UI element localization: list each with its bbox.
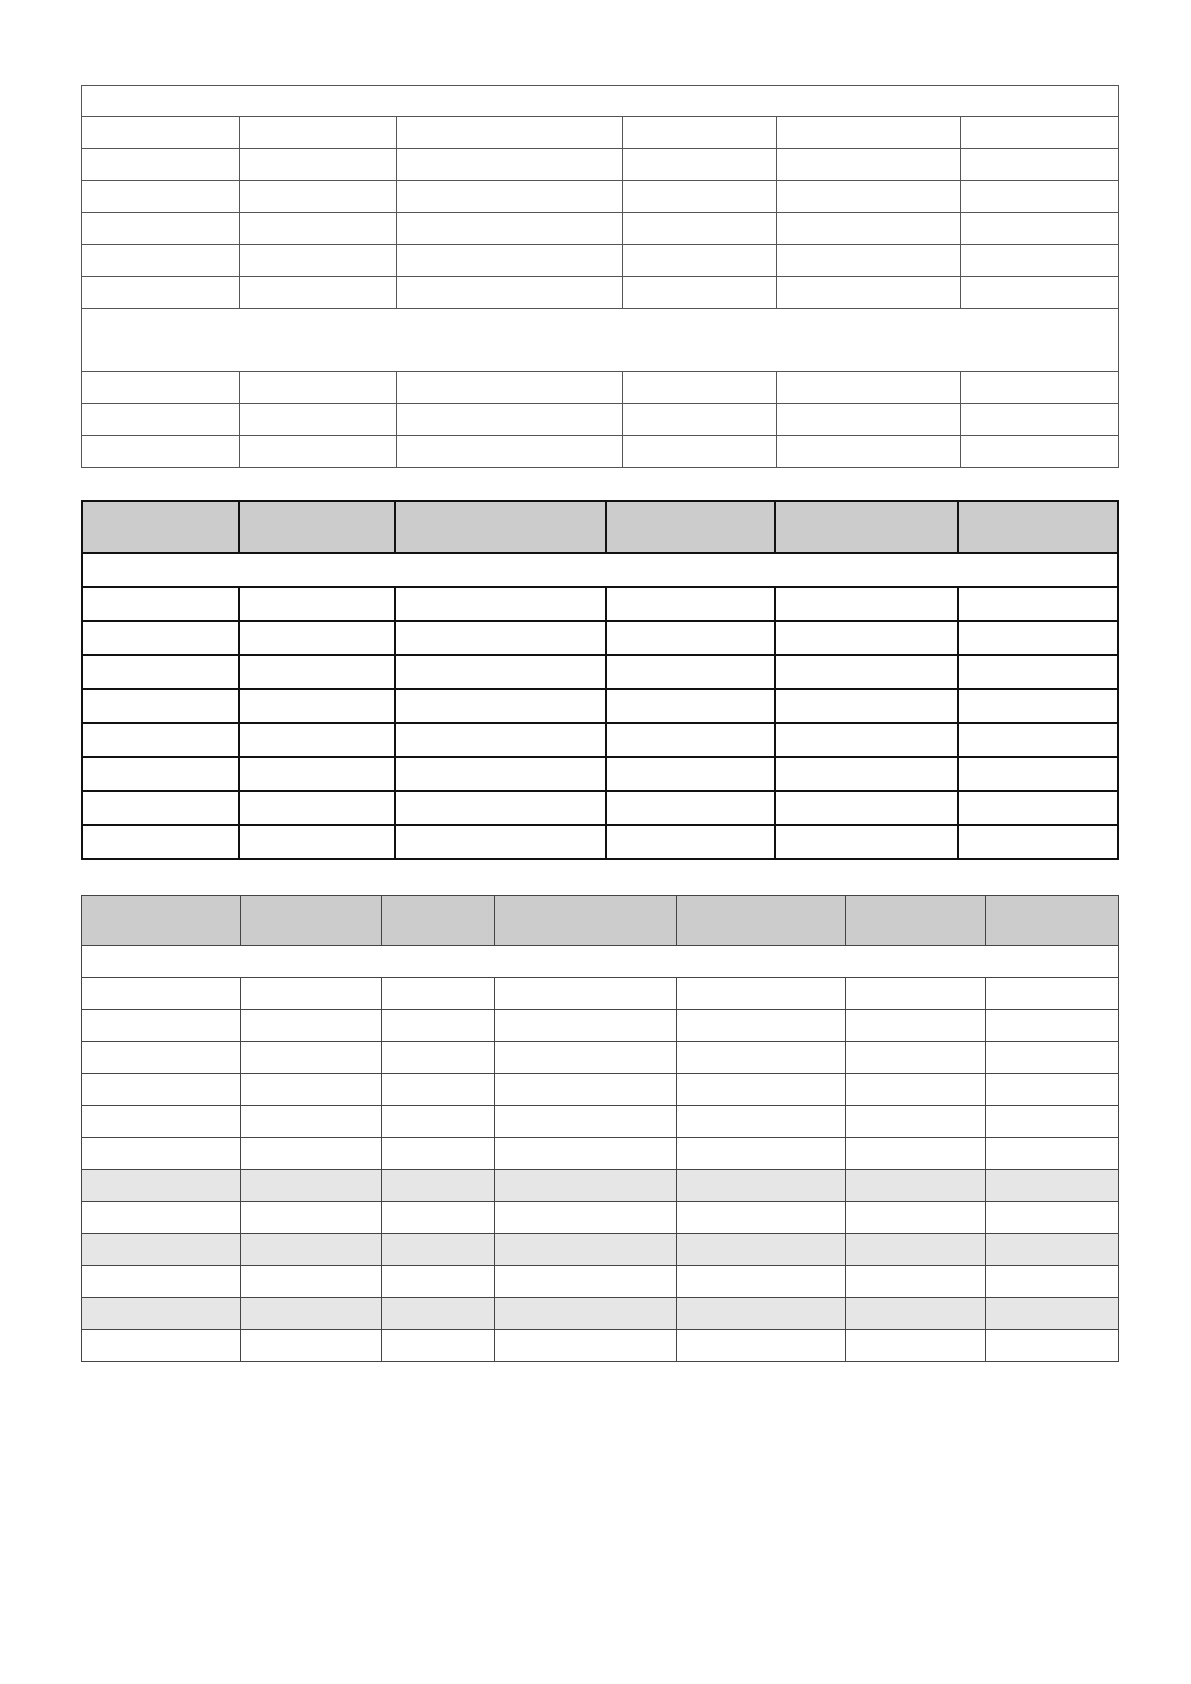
table-cell xyxy=(381,1234,494,1266)
table-cell xyxy=(82,1042,241,1074)
table-row xyxy=(82,1234,1119,1266)
header-cell xyxy=(494,896,677,946)
table-cell xyxy=(240,1170,381,1202)
table-cell xyxy=(776,149,961,181)
table-row xyxy=(82,621,1118,655)
table-cell xyxy=(846,1042,986,1074)
table-cell xyxy=(82,213,240,245)
table-cell xyxy=(240,1138,381,1170)
table-cell xyxy=(240,1010,381,1042)
table-cell xyxy=(961,117,1119,149)
header-cell xyxy=(82,501,239,553)
table-cell xyxy=(776,436,961,468)
table-cell xyxy=(82,1010,241,1042)
table-row xyxy=(82,1170,1119,1202)
table-cell xyxy=(494,1234,677,1266)
table-cell xyxy=(494,1202,677,1234)
table-cell xyxy=(381,1298,494,1330)
table-cell xyxy=(958,825,1118,859)
table-cell xyxy=(846,1010,986,1042)
table-cell xyxy=(82,309,1119,372)
table-cell xyxy=(82,978,241,1010)
header-cell xyxy=(240,896,381,946)
table-cell xyxy=(239,825,394,859)
table-cell xyxy=(494,1298,677,1330)
table-cell xyxy=(986,1202,1119,1234)
table-cell xyxy=(606,757,775,791)
table-3 xyxy=(81,895,1119,1362)
header-cell xyxy=(958,501,1118,553)
table-cell xyxy=(958,655,1118,689)
table-cell xyxy=(82,723,239,757)
table-cell xyxy=(986,1170,1119,1202)
table-cell xyxy=(240,1234,381,1266)
table-row xyxy=(82,1330,1119,1362)
table-cell xyxy=(986,1266,1119,1298)
table-cell xyxy=(239,149,397,181)
table-section-row xyxy=(82,309,1119,372)
table-cell xyxy=(986,1042,1119,1074)
table-cell xyxy=(776,213,961,245)
table-cell xyxy=(986,1138,1119,1170)
table-cell xyxy=(986,978,1119,1010)
table-cell xyxy=(846,1266,986,1298)
table-cell xyxy=(961,372,1119,404)
table-cell xyxy=(82,372,240,404)
table-cell xyxy=(82,245,240,277)
table-cell xyxy=(82,1234,241,1266)
table-section-row xyxy=(82,86,1119,117)
table-cell xyxy=(397,245,623,277)
table-row xyxy=(82,655,1118,689)
table-cell xyxy=(82,791,239,825)
table-cell xyxy=(494,1010,677,1042)
table-cell xyxy=(82,436,240,468)
table-cell xyxy=(846,1298,986,1330)
table-cell xyxy=(239,181,397,213)
table-cell xyxy=(397,149,623,181)
table-cell xyxy=(397,372,623,404)
table-row xyxy=(82,1042,1119,1074)
table-cell xyxy=(623,149,776,181)
table-cell xyxy=(239,436,397,468)
table-cell xyxy=(381,1202,494,1234)
table-row xyxy=(82,1202,1119,1234)
table-header-row xyxy=(82,896,1119,946)
table-cell xyxy=(776,404,961,436)
table-row xyxy=(82,436,1119,468)
table-cell xyxy=(395,825,606,859)
header-cell xyxy=(775,501,958,553)
table-cell xyxy=(494,978,677,1010)
table-cell xyxy=(381,1042,494,1074)
table-header-row xyxy=(82,501,1118,553)
table-cell xyxy=(958,621,1118,655)
table-cell xyxy=(381,1138,494,1170)
table-cell xyxy=(677,1010,846,1042)
table-cell xyxy=(846,1138,986,1170)
table-cell xyxy=(395,655,606,689)
table-cell xyxy=(677,978,846,1010)
table-row xyxy=(82,689,1118,723)
table-1 xyxy=(81,85,1119,468)
table-cell xyxy=(677,1106,846,1138)
table-cell xyxy=(239,277,397,309)
table-cell xyxy=(395,689,606,723)
table-cell xyxy=(82,587,239,621)
table-cell xyxy=(240,1074,381,1106)
table-cell xyxy=(606,655,775,689)
table-cell xyxy=(82,655,239,689)
table-cell xyxy=(82,553,1118,587)
table-cell xyxy=(381,1266,494,1298)
table-cell xyxy=(775,689,958,723)
table-row xyxy=(82,1266,1119,1298)
table-cell xyxy=(239,655,394,689)
table-cell xyxy=(623,404,776,436)
table-cell xyxy=(606,621,775,655)
table-cell xyxy=(606,689,775,723)
table-cell xyxy=(381,1106,494,1138)
table-cell xyxy=(846,978,986,1010)
table-cell xyxy=(395,791,606,825)
table-row xyxy=(82,1074,1119,1106)
table-cell xyxy=(82,1138,241,1170)
table-row xyxy=(82,277,1119,309)
table-cell xyxy=(623,277,776,309)
table-cell xyxy=(82,1170,241,1202)
table-cell xyxy=(397,117,623,149)
table-cell xyxy=(846,1106,986,1138)
table-cell xyxy=(239,791,394,825)
table-cell xyxy=(240,1106,381,1138)
table-cell xyxy=(677,1330,846,1362)
table-cell xyxy=(240,1330,381,1362)
table-cell xyxy=(82,117,240,149)
table-row xyxy=(82,825,1118,859)
header-cell xyxy=(986,896,1119,946)
table-row xyxy=(82,757,1118,791)
table-cell xyxy=(381,978,494,1010)
table-cell xyxy=(986,1298,1119,1330)
table-cell xyxy=(239,757,394,791)
table-cell xyxy=(239,213,397,245)
table-cell xyxy=(82,404,240,436)
table-cell xyxy=(239,689,394,723)
table-cell xyxy=(395,723,606,757)
table-cell xyxy=(240,978,381,1010)
header-cell xyxy=(677,896,846,946)
table-cell xyxy=(240,1042,381,1074)
table-cell xyxy=(958,757,1118,791)
table-cell xyxy=(397,181,623,213)
table-cell xyxy=(986,1330,1119,1362)
table-cell xyxy=(240,1266,381,1298)
table-cell xyxy=(494,1074,677,1106)
table-cell xyxy=(606,723,775,757)
table-cell xyxy=(381,1330,494,1362)
table-cell xyxy=(239,245,397,277)
table-cell xyxy=(239,723,394,757)
table-cell xyxy=(961,404,1119,436)
table-cell xyxy=(494,1106,677,1138)
table-cell xyxy=(623,181,776,213)
table-cell xyxy=(961,213,1119,245)
table-cell xyxy=(961,245,1119,277)
table-cell xyxy=(958,587,1118,621)
table-cell xyxy=(775,621,958,655)
table-cell xyxy=(623,213,776,245)
table-cell xyxy=(239,587,394,621)
table-cell xyxy=(82,1330,241,1362)
header-cell xyxy=(606,501,775,553)
table-cell xyxy=(961,277,1119,309)
table-2 xyxy=(81,500,1119,860)
table-row xyxy=(82,791,1118,825)
table-cell xyxy=(958,723,1118,757)
table-row xyxy=(82,587,1118,621)
table-cell xyxy=(775,757,958,791)
table-cell xyxy=(240,1202,381,1234)
table-cell xyxy=(961,149,1119,181)
table-cell xyxy=(986,1074,1119,1106)
table-cell xyxy=(606,587,775,621)
table-row xyxy=(82,723,1118,757)
table-cell xyxy=(776,245,961,277)
table-cell xyxy=(494,1170,677,1202)
table-cell xyxy=(82,1074,241,1106)
table-row xyxy=(82,245,1119,277)
table-row xyxy=(82,978,1119,1010)
table-cell xyxy=(82,1202,241,1234)
table-cell xyxy=(239,621,394,655)
table-cell xyxy=(82,689,239,723)
table-cell xyxy=(395,757,606,791)
table-cell xyxy=(494,1138,677,1170)
table-cell xyxy=(623,245,776,277)
table-cell xyxy=(776,181,961,213)
table-cell xyxy=(961,436,1119,468)
table-cell xyxy=(775,723,958,757)
table-row xyxy=(82,181,1119,213)
table-section-row xyxy=(82,553,1118,587)
table-cell xyxy=(397,436,623,468)
header-cell xyxy=(846,896,986,946)
table-cell xyxy=(986,1010,1119,1042)
table-row xyxy=(82,404,1119,436)
table-cell xyxy=(239,117,397,149)
table-cell xyxy=(606,791,775,825)
table-cell xyxy=(82,1266,241,1298)
table-cell xyxy=(381,1010,494,1042)
table-cell xyxy=(82,1106,241,1138)
table-row xyxy=(82,117,1119,149)
table-cell xyxy=(82,621,239,655)
table-cell xyxy=(494,1042,677,1074)
table-cell xyxy=(82,149,240,181)
table-row xyxy=(82,149,1119,181)
table-cell xyxy=(239,404,397,436)
table-cell xyxy=(82,1298,241,1330)
table-cell xyxy=(239,372,397,404)
table-cell xyxy=(82,277,240,309)
table-cell xyxy=(397,404,623,436)
table-cell xyxy=(846,1234,986,1266)
table-cell xyxy=(82,757,239,791)
table-cell xyxy=(395,587,606,621)
table-cell xyxy=(846,1074,986,1106)
table-cell xyxy=(82,946,1119,978)
header-cell xyxy=(239,501,394,553)
table-row xyxy=(82,1138,1119,1170)
table-cell xyxy=(677,1074,846,1106)
header-cell xyxy=(82,896,241,946)
table-cell xyxy=(397,213,623,245)
table-cell xyxy=(958,689,1118,723)
table-cell xyxy=(775,587,958,621)
table-cell xyxy=(775,791,958,825)
table-cell xyxy=(677,1266,846,1298)
table-row xyxy=(82,213,1119,245)
table-row xyxy=(82,1010,1119,1042)
table-cell xyxy=(623,117,776,149)
table-cell xyxy=(961,181,1119,213)
table-cell xyxy=(494,1330,677,1362)
table-cell xyxy=(775,655,958,689)
table-cell xyxy=(623,372,776,404)
table-section-row xyxy=(82,946,1119,978)
table-cell xyxy=(677,1042,846,1074)
table-cell xyxy=(82,181,240,213)
table-cell xyxy=(776,117,961,149)
table-cell xyxy=(986,1234,1119,1266)
table-cell xyxy=(606,825,775,859)
table-cell xyxy=(677,1202,846,1234)
table-cell xyxy=(395,621,606,655)
table-cell xyxy=(623,436,776,468)
header-cell xyxy=(395,501,606,553)
table-cell xyxy=(240,1298,381,1330)
table-cell xyxy=(846,1170,986,1202)
table-cell xyxy=(776,372,961,404)
table-cell xyxy=(397,277,623,309)
table-cell xyxy=(677,1170,846,1202)
table-cell xyxy=(677,1298,846,1330)
table-cell xyxy=(677,1234,846,1266)
table-row xyxy=(82,1298,1119,1330)
table-cell xyxy=(775,825,958,859)
table-cell xyxy=(776,277,961,309)
table-cell xyxy=(677,1138,846,1170)
table-cell xyxy=(846,1202,986,1234)
header-cell xyxy=(381,896,494,946)
table-row xyxy=(82,372,1119,404)
table-row xyxy=(82,1106,1119,1138)
table-cell xyxy=(846,1330,986,1362)
table-cell xyxy=(381,1074,494,1106)
table-cell xyxy=(82,86,1119,117)
table-cell xyxy=(986,1106,1119,1138)
table-cell xyxy=(82,825,239,859)
table-cell xyxy=(381,1170,494,1202)
table-cell xyxy=(494,1266,677,1298)
table-cell xyxy=(958,791,1118,825)
